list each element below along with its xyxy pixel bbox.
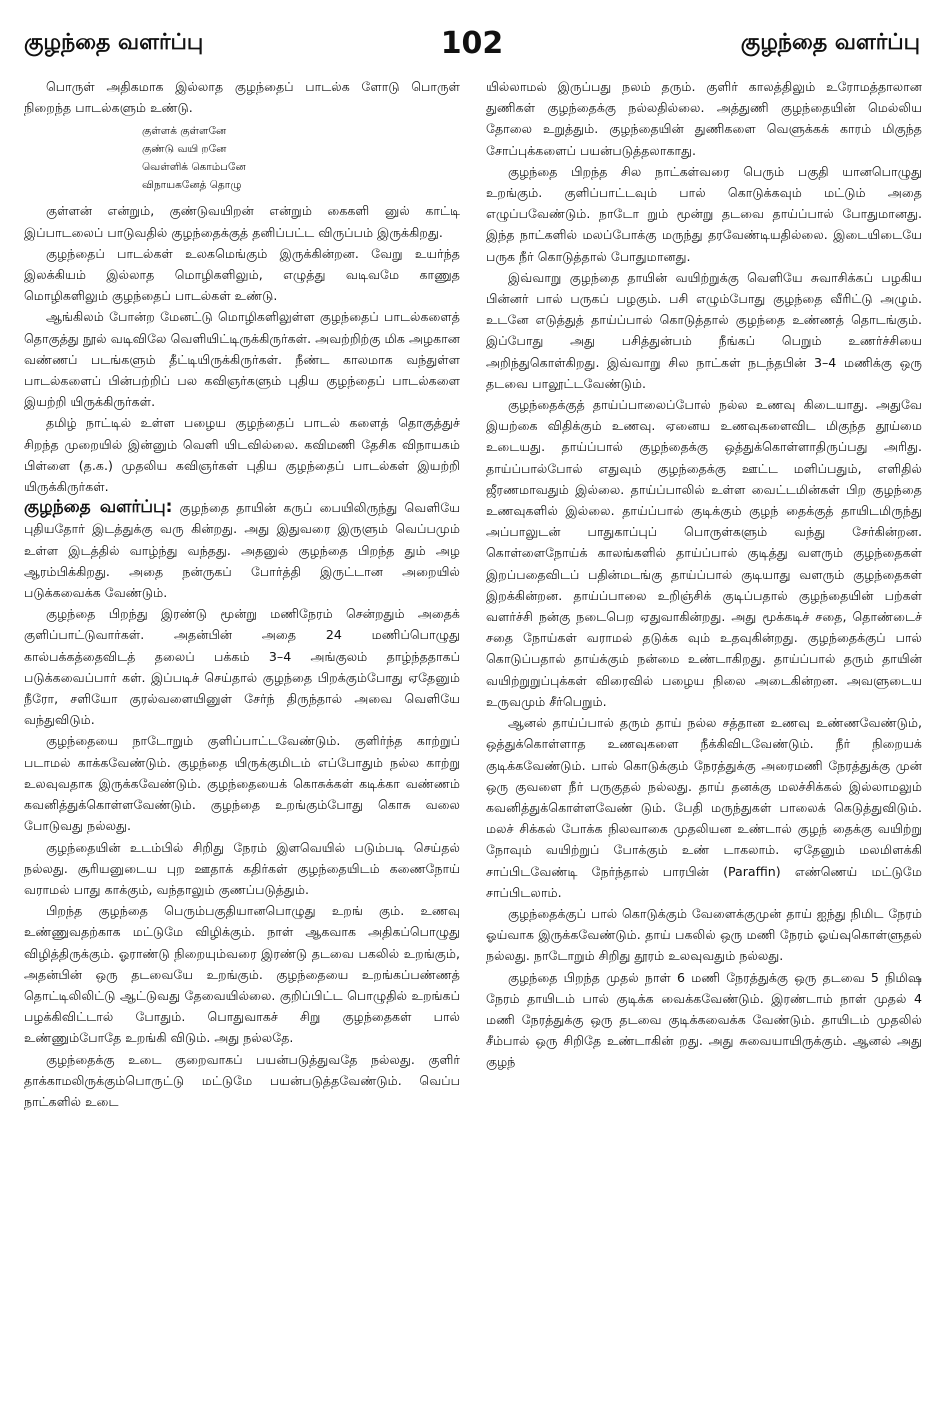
poem-line: வெள்ளிக் கொம்பனே: [142, 161, 246, 174]
poem-block: [142, 122, 460, 194]
left-column: [24, 76, 460, 1406]
poem-line: விநாயகனேத் தொழு: [142, 179, 242, 192]
paragraph: குழந்தைக்குப் பால் கொடுக்கும் வேளைக்குமுன் தாய் ஐந்து நிமிட நேரம் ஓய்வாக இருக்கவேண்டும். தாய் பகலில் ஒரு மணி நேரம் ஓய்வுகொள்ளுதல் நல்லது. நாடோறும் சிறிது தூரம் உலவுவதும் நல்லது.: [486, 905, 922, 964]
header-title-left: குழந்தை வளர்ப்பு: [24, 30, 204, 55]
page-number: 102: [440, 26, 504, 61]
paragraph: ஆனல் தாய்ப்பால் தரும் தாய் நல்ல சத்தான உணவு உண்ணவேண்டும், ஒத்துக்கொள்ளாத உணவுகளை நீக்கிவிடவேண்டும். நீர் நிறையக் குடிக்கவேண்டும். பால் கொடுக்கும் நேரத்துக்கு அரைமணி நேரத்துக்கு முன் ஒரு குவளை நீர் பருகுதல் நல்லது. தாய் தனக்கு மலச்சிக்கல் இல்லாமலும் கவனித்துக்கொள்ளவேண் டும். பேதி மருந்துகள் பாலைக் கெடுத்துவிடும். மலச் சிக்கல் போக்க நிலவாகை முதலியன உண்டால் குழந் தைக்கு வயிற்று நோவும் வயிற்றுப் போக்கும் உண் டாகலாம். ஏதேனும் மலமிளக்கி சாப்பிடவேண்டி நேர்ந்தால் பாரபின் (Paraffin) எண்ணெய் மட்டுமே சாப்பிடலாம்.: [486, 715, 922, 900]
paragraph: தமிழ் நாட்டில் உள்ள பழைய குழந்தைப் பாடல் களைத் தொகுத்துச் சிறந்த முறையில் இன்னும் வெளி யிடவில்லை. கவிமணி தேசிக விநாயகம் பிள்ளை (த.க.) முதலிய கவிஞர்கள் புதிய குழந்தைப் பாடல்கள் இயற்றி யிருக்கிருர்கள்.: [24, 415, 460, 495]
paragraph: குழந்தையின் உடம்பில் சிறிது நேரம் இளவெயில் படும்படி செய்தல் நல்லது. சூரியனுடைய புற ஊதாக் கதிர்கள் குழந்தையிடம் கணைநோய் வராமல் பாது காக்கும், வந்தாலும் குணப்படுத்தும்.: [24, 839, 460, 897]
section-body: குழந்தை தாயின் கருப் பையிலிருந்து வெளியே புதியதோர் இடத்துக்கு வரு கின்றது. அது இதுவரை இருளும் வெப்பமும் உள்ள இடத்தில் வாழ்ந்து வந்தது. அதனுல் குழந்தை பிறந்த தும் அழ ஆரம்பிக்கிறது. அதை நன்ருகப் போர்த்தி இருட்டான அறையில் படுக்கவைக்க வேண்டும்.: [24, 500, 460, 601]
header-title-right: குழந்தை வளர்ப்பு: [740, 30, 920, 55]
paragraph: ஆங்கிலம் போன்ற மேனட்டு மொழிகளிலுள்ள குழந்தைப் பாடல்களைத் தொகுத்து நூல் வடிவிலே வெளியிட்டிருக்கிருர்கள். அவற்றிற்கு மிக அழகான வண்ணப் படங்களும் தீட்டியிருக்கிருர்கள். நீண்ட காலமாக வந்துள்ள பாடல்களைப் பின்பற்றிப் பல கவிஞர்களும் புதிய குழந்தைப் பாடல்களை இயற்றி யிருக்கிருர்கள்.: [24, 309, 460, 410]
right-column: [486, 76, 922, 1406]
paragraph: குழந்தைக்குத் தாய்ப்பாலைப்போல் நல்ல உணவு கிடையாது. அதுவே இயற்கை விதிக்கும் உணவு. ஏனைய உணவுகளைவிட மிகுந்த தூய்மை உடையது. தாய்ப்பால் குழந்தைக்கு ஒத்துக்கொள்ளாதிருப்பது அரிது. தாய்ப்பால்போல் எதுவும் குழந்தைக்கு ஊட்ட மளிப்பதும், எளிதில் ஜீரணமாவதும் இல்லை. தாய்ப்பாலில் உள்ள வைட்டமின்கள் பிற குழந்தை உணவுகளில் இல்லை. தாய்ப்பால் குடிக்கும் குழந் தைக்குத் தாயிடமிருந்து அப்பாலுடன் பாதுகாப்புப் பொருள்களும் வந்து சேர்கின்றன. கொள்ளைநோய்க் காலங்களில் தாய்ப்பால் குடித்து வளரும் குழந்தைகள் இறப்பதைவிடப் பதின்மடங்கு தாய்ப்பால் குடியாது வளரும் குழந்தைகள் இறக்கின்றன. தாய்ப்பாலை உறிஞ்சிக் குடிப்பதால் குழந்தையின் பற்கள் வளர்ச்சி நன்கு நடைபெற ஏதுவாகின்றது. அது மூக்கடிச் சதை, தொண்டைச் சதை நோய்கள் வராமல் தடுக்க வும் உதவுகின்றது. குழந்தைக்குப் பால் கொடுப்பதால் தாய்க்கும் நன்மை உண்டாகிறது. தாய்ப்பால் தரும் தாயின் வயிற்றுறுப்புக்கள் விரைவில் பழைய நிலை அடைகின்றன. அவளுடைய உருவமும் சீர்பெறும்.: [486, 397, 922, 709]
poem-line: குண்டு வயி றனே: [142, 143, 227, 156]
paragraph: குழந்தை பிறந்து இரண்டு மூன்று மணிநேரம் சென்றதும் அதைக் குளிப்பாட்டுவார்கள். அதன்பின் அதை 24 மணிப்பொழுது கால்பக்கத்தைவிடத் தலைப் பக்கம் 3–4 அங்குலம் தாழ்ந்ததாகப் படுக்கவைப்பார் கள். இப்படிச் செய்தால் குழந்தை பிறக்கும்போது ஏதேனும் நீரோ, சளியோ குரல்வளையினுள் சேர்ந் திருந்தால் அவை வெளியே வந்துவிடும்.: [24, 606, 460, 728]
paragraph: குள்ளன் என்றும், குண்டுவயிறன் என்றும் கைகளி னுல் காட்டி இப்பாடலைப் பாடுவதில் குழந்தைக்குத் தனிப்பட்ட விருப்பம் இருக்கிறது.: [24, 203, 460, 240]
paragraph: இவ்வாறு குழந்தை தாயின் வயிற்றுக்கு வெளியே சுவாசிக்கப் பழகிய பின்னர் பால் பருகப் பழகும். பசி எழும்போது குழந்தை வீரிட்டு அழும். உடனே எடுத்துத் தாய்ப்பால் கொடுத்தால் குழந்தை உண்ணத் தொடங்கும். இப்போது அது பசித்துன்பம் நீங்கப் பெறும் உணர்ச்சியை அறிந்துகொள்கிறது. இவ்வாறு சில நாட்கள் நடந்தபின் 3–4 மணிக்கு ஒரு தடவை பாலூட்டவேண்டும்.: [486, 269, 922, 391]
paragraph: குழந்தை பிறந்த முதல் நாள் 6 மணி நேரத்துக்கு ஒரு தடவை 5 நிமிஷ நேரம் தாயிடம் பால் குடிக்க வைக்கவேண்டும். இரண்டாம் நாள் முதல் 4 மணி நேரத்துக்கு ஒரு தடவை குடிக்கவைக்க வேண்டும். தாயிடம் முதலில் சீம்பால் ஒரு சிறிதே உண்டாகின் றது. அது சுவையாயிருக்கும். ஆனல் அது குழந்: [486, 969, 922, 1070]
paragraph: குழந்தைக்கு உடை குறைவாகப் பயன்படுத்துவதே நல்லது. குளிர் தாக்காமலிருக்கும்பொருட்டு மட்டுமே பயன்படுத்தவேண்டும். வெப்ப நாட்களில் உடை: [24, 1051, 460, 1109]
poem-line: குள்ளக் குள்ளனே: [142, 125, 227, 138]
running-header: [24, 26, 920, 70]
paragraph: பிறந்த குழந்தை பெரும்பகுதியானபொழுது உறங் கும். உணவு உண்ணுவதற்காக மட்டுமே விழிக்கும். நாள் ஆகவாக அதிகப்பொழுது விழித்திருக்கும். ஓராண்டு நிறையும்வரை இரண்டு தடவை பகலில் உறங்கும், அதன்பின் ஒரு தடவையே உறங்கும். குழந்தையை உறங்கப்பண்ணத் தொட்டிலிலிட்டு ஆட்டுவது தேவையில்லை. குறிப்பிட்ட பொழுதில் உறங்கப் பழக்கிவிட்டால் போதும். பொதுவாகச் சிறு குழந்தைகள் பால் உண்ணும்போதே உறங்கி விடும். அது நல்லதே.: [24, 903, 460, 1046]
paragraph: யில்லாமல் இருப்பது நலம் தரும். குளிர் காலத்திலும் உரோமத்தாலான துணிகள் குழந்தைக்கு நல்லதில்லை. அத்துணி குழந்தையின் மெல்லிய தோலை உறுத்தும். குழந்தையின் துணிகளை வெளுக்கக் காரம் மிகுந்த சோப்புக்களைப் பயன்படுத்தலாகாது.: [486, 79, 922, 158]
section-heading: குழந்தை வளர்ப்பு:: [24, 497, 173, 518]
section-paragraph: [24, 497, 460, 603]
paragraph: குழந்தைப் பாடல்கள் உலகமெங்கும் இருக்கின்றன. வேறு உயர்ந்த இலக்கியம் இல்லாத மொழிகளிலும், எழுத்து வடிவமே காணுத மொழிகளிலும் குழந்தைப் பாடல்கள் உண்டு.: [24, 245, 460, 304]
paragraph: குழந்தை பிறந்த சில நாட்கள்வரை பெரும் பகுதி யானபொழுது உறங்கும். குளிப்பாட்டவும் பால் கொடுக்கவும் மட்டும் அதை எழுப்பவேண்டும். நாடோ றும் மூன்று தடவை தாய்ப்பால் போதுமானது. இந்த நாட்களில் மலப்போக்கு மருந்து தரவேண்டியதில்லை. இடையிடையே பருக நீர் கொடுத்தால் போதுமானது.: [486, 163, 922, 264]
paragraph: பொருள் அதிகமாக இல்லாத குழந்தைப் பாடல்க ளோடு பொருள் நிறைந்த பாடல்களும் உண்டு.: [24, 79, 460, 116]
paragraph: குழந்தையை நாடோறும் குளிப்பாட்டவேண்டும். குளிர்ந்த காற்றுப் படாமல் காக்கவேண்டும். குழந்தை யிருக்குமிடம் எப்போதும் நல்ல காற்று உலவுவதாக இருக்கவேண்டும். குழந்தையைக் கொசுக்கள் கடிக்கா வண்ணம் கவனித்துக்கொள்ளவேண்டும். குழந்தை உறங்கும்போது கொசு வலை போடுவது நல்லது.: [24, 733, 460, 834]
